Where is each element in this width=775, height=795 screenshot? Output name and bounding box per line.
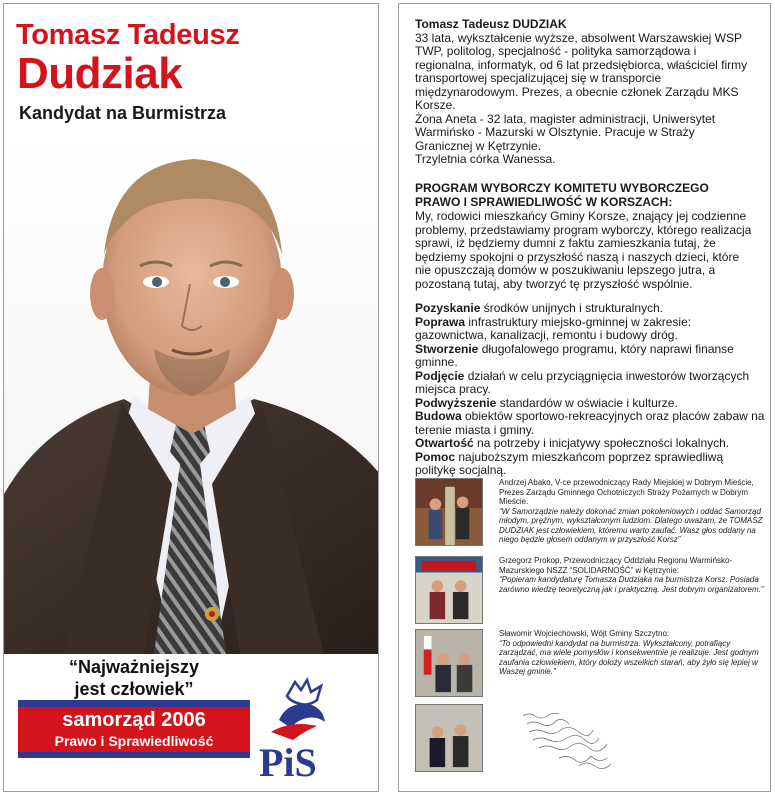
bio-name: Tomasz Tadeusz DUDZIAK <box>415 17 567 31</box>
program-line: sprawi, iż będziemy dumni z faktu zamieszkania tutaj, że <box>415 236 716 250</box>
endorsement-photo <box>415 556 483 624</box>
program-point: Podwyższenie standardów w oświacie i kulturze. <box>415 395 678 410</box>
blue-stripe-bottom <box>18 752 250 758</box>
bio-line: Warmińsko - Mazurski w Olsztynie. Pracuje w Straży <box>415 125 695 139</box>
endorsement-item <box>415 556 767 628</box>
election-title: samorząd 2006 <box>62 709 206 731</box>
program-heading-line-1: PROGRAM WYBORCZY KOMITETU WYBORCZEGO <box>415 181 709 195</box>
program-line: nie opuszczają domów w poszukiwaniu lepszego jutra, a <box>415 263 716 277</box>
bio-line: transportowej specjalizującej się w transporcie <box>415 71 662 85</box>
logo-letters: PiS <box>259 740 317 784</box>
program-point: Pomoc najuboższym mieszkańcom poprzez sprawiedliwą politykę socjalną. <box>415 449 724 477</box>
bio-line: TWP, politolog, specjalność - polityka samorządowa i <box>415 44 697 58</box>
endorsement-text <box>499 478 765 545</box>
party-name: Prawo i Sprawiedliwość <box>54 733 214 749</box>
candidate-bio <box>415 18 765 167</box>
program-point: Budowa obiektów sportowo-rekreacyjnych oraz placów zabaw na terenie miasta i gminy. <box>415 409 765 437</box>
program-point: Poprawa infrastruktury miejsko-gminnej w zakresie: gazownictwa, kanalizacji, remontu i budowy dróg. <box>415 314 692 342</box>
program-point: Pozyskanie środków unijnych i strukturalnych. <box>415 301 664 315</box>
candidate-role: Kandydat na Burmistrza <box>19 103 227 123</box>
bio-line: międzynarodowym. Prezes, a obecnie członek Zarządu MKS <box>415 84 739 99</box>
endorsement-text <box>499 629 765 677</box>
endorsement-author: Sławomir Wojciechowski, Wójt Gminy Szczytno: <box>499 629 670 638</box>
endorsement-quote: “W Samorządzie należy dokonać zmian pokoleniowych i oddać Samorząd młodym, prężnym, wykształconym ludziom. Dlatego uważam, że TOMASZ DUDZIAK jest człowiekiem, któremu warto zaufać. Wasz głos oddany na niego będzie głosem oddanym w przyszłość Korsz” <box>499 506 763 544</box>
bio-line: 33 lata, wykształcenie wyższe, absolwent Warszawskiej WSP <box>415 30 742 45</box>
program-points-list <box>415 302 765 478</box>
pis-party-logo <box>251 676 343 784</box>
poster-front-panel <box>3 3 379 792</box>
endorsement-photo <box>415 478 483 546</box>
endorsement-quote: “Popieram kandydaturę Tomasza Dudziaka na burmistrza Korsz. Posiada zarówno wiedzę teoretyczną jak i praktyczną. Jest dobrym organizatorem.” <box>499 575 764 594</box>
program-heading <box>415 182 765 209</box>
program-line: pozostaną tutaj, aby tworzyć tę przyszłość wspólnie. <box>415 276 693 291</box>
endorsement-author: Andrzej Abako, V-ce przewodniczący Rady Miejskiej w Dobrym Mieście, Prezes Zarządu Gminnego Ochotniczych Straży Pożarnych w Dobrym Mieście. <box>499 478 754 506</box>
program-line: będziemy spokojni o przyszłość naszą i naszych dzieci, które <box>415 249 740 264</box>
candidate-surname: Dudziak <box>17 49 183 98</box>
candidate-portrait-photo <box>4 134 379 654</box>
program-point: Stworzenie długofalowego programu, który naprawi finanse gminne. <box>415 341 734 369</box>
program-point: Podjęcie działań w celu przyciągnięcia inwestorów tworzących miejsca pracy. <box>415 368 750 396</box>
endorsement-photo <box>415 629 483 697</box>
slogan-line-2: jest człowiek” <box>74 679 194 699</box>
endorsement-author: Grzegorz Prokop, Przewodniczący Oddziału Regionu Warmińsko-Mazurskiego NSZZ “SOLIDARNOŚĆ” w Kętrzynie: <box>499 556 733 575</box>
endorsement-quote: “To odpowiedni kandydat na burmistrza. Wykształcony, potrafiący zarządzać, ma wiele pomysłów i konsekwentnie je realizuje. Jest godnym zaufania człowiekiem, który dołoży wszelkich starań, aby żyło się lepiej w Waszej gminie.” <box>499 638 759 676</box>
poster-back-panel <box>398 3 771 792</box>
endorsement-item <box>415 478 767 556</box>
program-line: problemy, przedstawiamy program wyborczy, którego realizacja <box>415 222 752 237</box>
bio-line: Żona Aneta - 32 lata, magister administracji, Uniwersytet <box>415 111 716 126</box>
bio-line: Trzyletnia córka Wanessa. <box>415 152 556 166</box>
endorsement-item <box>415 629 767 701</box>
endorsement-text <box>499 556 765 594</box>
program-point: Otwartość na potrzeby i inicjatywy społeczności lokalnych. <box>415 436 730 450</box>
blue-stripe-top <box>18 700 250 707</box>
program-line: My, rodowici mieszkańcy Gminy Korsze, znający jej codzienne <box>415 209 747 223</box>
slogan-quote <box>24 656 244 700</box>
bio-line: Granicznej w Kętrzynie. <box>415 138 542 153</box>
bio-line: Korsze. <box>415 98 456 112</box>
program-intro <box>415 210 765 291</box>
bio-line: regionalna, informatyk, od 6 lat przedsiębiorca, właściciel firmy <box>415 57 748 72</box>
slogan-line-1: “Najważniejszy <box>68 657 200 677</box>
candidate-first-names: Tomasz Tadeusz <box>16 19 240 51</box>
handwritten-note-signature <box>519 708 619 774</box>
program-heading-line-2: PRAWO I SPRAWIEDLIWOŚĆ W KORSZACH: <box>415 194 673 209</box>
endorsement-photo <box>415 704 483 772</box>
